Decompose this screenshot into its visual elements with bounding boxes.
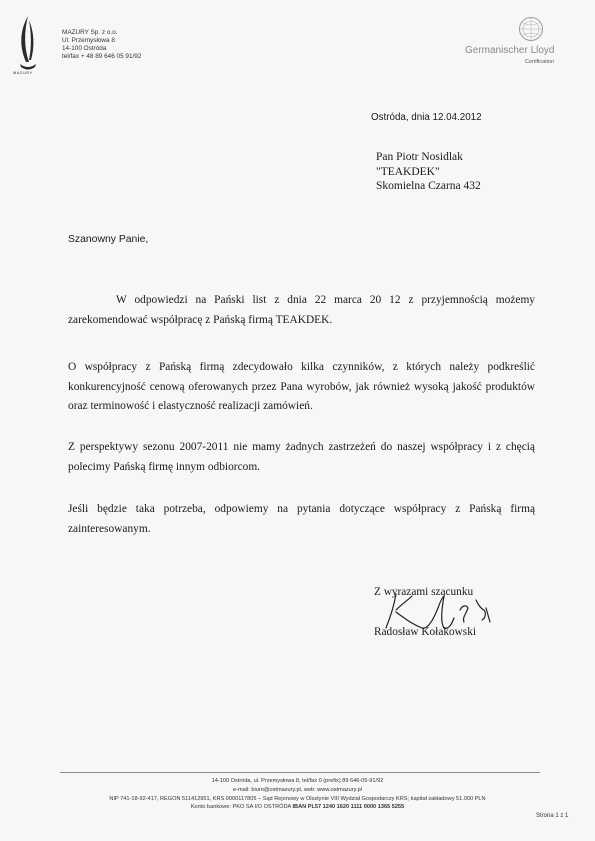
footer-divider (60, 772, 540, 773)
company-name: MAZURY Sp. z o.o. (62, 29, 118, 36)
footer-iban: IBAN PL57 1240 1620 1111 0000 1365 5255 (292, 804, 405, 811)
company-street: Ul. Przemysłowa 8 (62, 37, 115, 45)
mazury-logo-text: MAZURY (13, 70, 33, 75)
mazury-sail-logo-icon (14, 14, 42, 76)
salutation: Szanowny Panie, (68, 234, 149, 245)
footer-address: 14-100 Ostróda, ul. Przemysłowa 8, tel/fax 0 (prefix) 89 646-05-91/92 (211, 778, 384, 784)
footer-contact: e-mail: biuro@ostmazury.pl, web: www.ostmazury.pl (233, 786, 362, 793)
letter-date: Ostróda, dnia 12.04.2012 (371, 112, 482, 123)
paragraph-3: Z perspektywy sezonu 2007-2011 nie mamy żadnych zastrzeżeń do naszej współpracy i z chęcią polecimy Pańską firmę innym odbiorcom. (68, 441, 535, 473)
recipient-address (376, 150, 481, 194)
closing-phrase: Z wyrazami szacunku (374, 586, 474, 598)
footer-bank-name: Konto bankowe: PKO SA I/O OSTRÓDA (190, 804, 291, 811)
company-city: 14-100 Ostróda (62, 45, 107, 53)
footer-registration: NIP 741-18-92-417, REGON 511412951, KRS 0000117805 – Sąd Rejonowy w Olsztynie VIII Wydział Gospodarczy KRS; kapitał zakładowy 51.000 PLN (109, 795, 486, 802)
footer-bank-account (0, 803, 595, 812)
recipient-company: "TEAKDEK" (376, 165, 440, 178)
recipient-street: Skomielna Czarna 432 (376, 180, 481, 192)
company-phone: tel/fax + 48 89 646 05 91/92 (62, 53, 142, 61)
certifier-name: Germanischer Lloyd (465, 45, 555, 56)
paragraph-4: Jeśli będzie taka potrzeba, odpowiemy na pytania dotyczące współpracy z Pańską firmą zainteresowanym. (68, 503, 535, 535)
page-number: Strona 1 z 1 (536, 813, 569, 819)
paragraph-1: W odpowiedzi na Pański list z dnia 22 marca 20 12 z przyjemnością możemy zarekomendować współpracę z Pańską firmą TEAKDEK. (68, 294, 535, 326)
globe-logo-icon (518, 16, 544, 42)
certifier-subtitle: Certification (525, 59, 555, 65)
footer-block (0, 777, 595, 812)
company-address-block (62, 29, 141, 61)
signer-name: Radosław Kołakowski (374, 626, 476, 638)
paragraph-2: O współpracy z Pańską firmą zdecydowało kilka czynników, z których należy podkreślić konkurencyjność cenową oferowanych przez Pana wyrobów, jak również wysoką jakość produktów oraz terminowość i elastyczność realizacji zamówień. (68, 361, 535, 413)
recipient-name: Pan Piotr Nosidlak (376, 151, 463, 163)
